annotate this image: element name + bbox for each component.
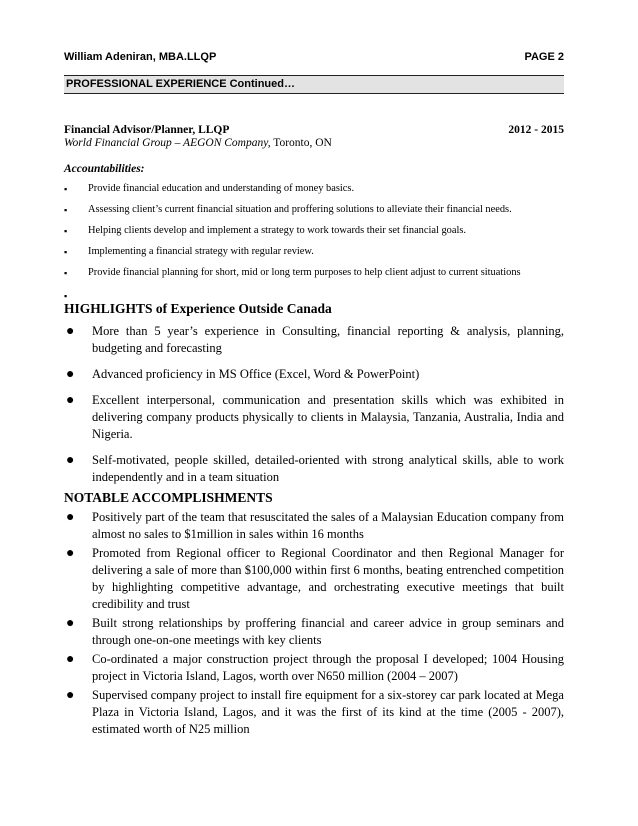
round-bullet-icon: ● [66, 616, 75, 631]
square-bullet-icon: ▪ [64, 205, 68, 215]
round-bullet-icon: ● [66, 324, 75, 339]
list-item: ● Supervised company project to install fire equipment for a six-storey car park located at Mega Plaza in Victoria Island, Lagos, and it was the first of its kind at the time (2005 - 2007), estimated worth of N25 million [66, 688, 564, 736]
round-bullet-icon: ● [66, 510, 75, 525]
accountabilities-list [64, 183, 564, 288]
role-title: Financial Advisor/Planner, LLQP [64, 124, 230, 136]
accountabilities-heading: Accountabilities: [64, 163, 145, 175]
company-name: World Financial Group – AEGON Company, [64, 137, 271, 149]
square-bullet-icon: ▪ [64, 184, 68, 194]
list-item: ▪ Provide financial planning for short, mid or long term purposes to help client adjust to current situations [64, 267, 521, 278]
empty-bullet-icon: ▪ [64, 291, 68, 301]
list-item: ▪ Provide financial education and understanding of money basics. [64, 183, 355, 194]
list-item: ● Built strong relationships by proffering financial and career advice in group seminars and through one-on-one meetings with key clients [66, 616, 564, 647]
round-bullet-icon: ● [66, 688, 75, 703]
list-item: ● Advanced proficiency in MS Office (Excel, Word & PowerPoint) [66, 367, 420, 382]
list-item: ● Excellent interpersonal, communication and presentation skills which was exhibited in delivering company products physically to clients in Malaysia, Tanzania, Australia, India and Nigeria. [66, 393, 564, 441]
highlights-list [64, 323, 564, 495]
company-location: Toronto, ON [270, 137, 332, 149]
square-bullet-icon: ▪ [64, 226, 68, 236]
role-company [64, 137, 564, 149]
role-block [64, 124, 564, 149]
list-item: ● Positively part of the team that resuscitated the sales of a Malaysian Education company from almost no sales to $1million in sales within 16 months [66, 510, 564, 541]
round-bullet-icon: ● [66, 453, 75, 468]
page-number: PAGE 2 [524, 51, 564, 63]
square-bullet-icon: ▪ [64, 268, 68, 278]
square-bullet-icon: ▪ [64, 247, 68, 257]
list-item: ● Promoted from Regional officer to Regional Coordinator and then Regional Manager for delivering a sale of more than $100,000 within first 6 months, beating entrenched competition by highlighting competitive advantage, and orchestrating executive meetings that built credibility and trust [66, 546, 564, 611]
list-item: ● More than 5 year’s experience in Consulting, financial reporting & analysis, planning, budgeting and forecasting [66, 324, 564, 355]
round-bullet-icon: ● [66, 393, 75, 408]
list-item: ▪ Implementing a financial strategy with regular review. [64, 246, 314, 257]
list-item: ▪ Helping clients develop and implement a strategy to work towards their set financial goals. [64, 225, 466, 236]
candidate-name: William Adeniran, MBA.LLQP [64, 51, 217, 63]
round-bullet-icon: ● [66, 652, 75, 667]
section-title-bar: PROFESSIONAL EXPERIENCE Continued… [64, 75, 564, 94]
highlights-heading: HIGHLIGHTS of Experience Outside Canada [64, 301, 332, 316]
round-bullet-icon: ● [66, 367, 75, 382]
accomplishments-heading: NOTABLE ACCOMPLISHMENTS [64, 490, 273, 505]
list-item: ● Co-ordinated a major construction project through the proposal I developed; 1004 Housing project in Victoria Island, Lagos, worth over N650 million (2004 – 2007) [66, 652, 564, 683]
list-item: ● Self-motivated, people skilled, detailed-oriented with strong analytical skills, able to work independently and in a team situation [66, 453, 564, 484]
accomplishments-list [64, 509, 564, 740]
round-bullet-icon: ● [66, 546, 75, 561]
list-item: ▪ Assessing client’s current financial situation and proffering solutions to alleviate their financial needs. [64, 204, 512, 215]
role-dates: 2012 - 2015 [508, 124, 564, 136]
